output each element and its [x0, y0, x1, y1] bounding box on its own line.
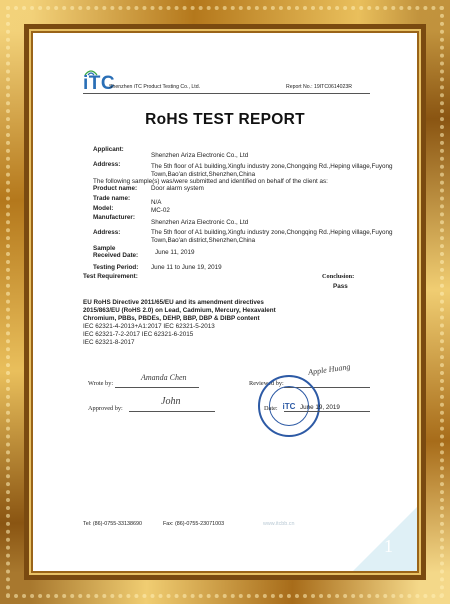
header-rule	[83, 93, 370, 94]
reviewed-by-signature: Apple Huang	[307, 362, 351, 377]
sample-label: Sample	[93, 245, 116, 252]
trade-name-label: Trade name:	[93, 195, 131, 202]
itc-logo: iTC	[83, 73, 116, 94]
manufacturer-address-label: Address:	[93, 229, 121, 236]
wrote-by-signature: Amanda Chen	[141, 373, 187, 382]
testing-period-label: Testing Period:	[93, 264, 139, 271]
address-line-2: Town,Bao'an district,Shenzhen,China	[151, 171, 256, 178]
date-label: Date:	[264, 405, 278, 412]
report-title: RoHS TEST REPORT	[145, 111, 305, 128]
footer-tel: Tel: (86)-0755-33138690	[83, 521, 143, 527]
requirement-line-1: EU RoHS Directive 2011/65/EU and its amendment directives	[83, 299, 264, 306]
report-number: Report No.: 19ITC0614023R	[286, 84, 353, 90]
requirement-line-2: 2015/863/EU (RoHS 2.0) on Lead, Cadmium, Mercury, Hexavalent	[83, 307, 276, 314]
test-requirement-label: Test Requirement:	[83, 273, 138, 280]
submission-statement: The following sample(s) was/were submitted and identified on behalf of the client as:	[93, 178, 328, 185]
footer-website: www.itcbb.cn	[263, 521, 295, 527]
product-name-label: Product name:	[93, 185, 138, 192]
testing-period-value: June 11 to June 19, 2019	[151, 264, 222, 271]
applicant-value: Shenzhen Ariza Electronic Co., Ltd	[151, 152, 249, 159]
manufacturer-label: Manufacturer:	[93, 214, 135, 221]
approved-by-label: Approved by:	[88, 405, 123, 412]
company-name: Shenzhen iTC Product Testing Co., Ltd.	[109, 84, 201, 90]
page-number: 1	[384, 536, 393, 556]
trade-name-value: N/A	[151, 199, 162, 206]
manufacturer-address-line-2: Town,Bao'an district,Shenzhen,China	[151, 237, 256, 244]
conclusion-label: Conclusion:	[322, 273, 355, 280]
requirement-line-4: IEC 62321-4-2013+A1:2017 IEC 62321-5-2013	[83, 323, 215, 330]
date-value: June 19, 2019	[300, 404, 340, 411]
received-date-value: June 11, 2019	[155, 249, 195, 256]
certificate-paper	[33, 33, 417, 571]
approved-by-line	[129, 411, 215, 412]
product-name-value: Door alarm system	[151, 185, 204, 192]
applicant-label: Applicant:	[93, 146, 124, 153]
requirement-line-6: IEC 62321-8-2017	[83, 339, 135, 346]
received-date-label: Received Date:	[93, 252, 139, 259]
manufacturer-address-line-1: The 5th floor of A1 building,Xingfu industry zone,Chongqing Rd.,Heping village,Fuyong	[151, 229, 393, 236]
manufacturer-value: Shenzhen Ariza Electronic Co., Ltd	[151, 219, 249, 226]
approved-by-signature: John	[161, 396, 181, 407]
footer-fax: Fax: (86)-0755-23071003	[163, 521, 225, 527]
wrote-by-line	[115, 387, 199, 388]
stamp-logo: iTC	[282, 401, 296, 411]
wrote-by-label: Wrote by:	[88, 380, 114, 387]
model-label: Model:	[93, 205, 114, 212]
conclusion-value: Pass	[333, 283, 348, 290]
requirement-line-3: Chromium, PBBs, PBDEs, DEHP, BBP, DBP & DIBP content	[83, 315, 260, 322]
address-line-1: The 5th floor of A1 building,Xingfu industry zone,Chongqing Rd.,Heping village,Fuyong	[151, 163, 393, 170]
address-label: Address:	[93, 161, 121, 168]
requirement-line-5: IEC 62321-7-2-2017 IEC 62321-6-2015	[83, 331, 194, 338]
model-value: MC-02	[151, 207, 170, 214]
reviewed-by-label: Reviewed by:	[249, 380, 284, 387]
